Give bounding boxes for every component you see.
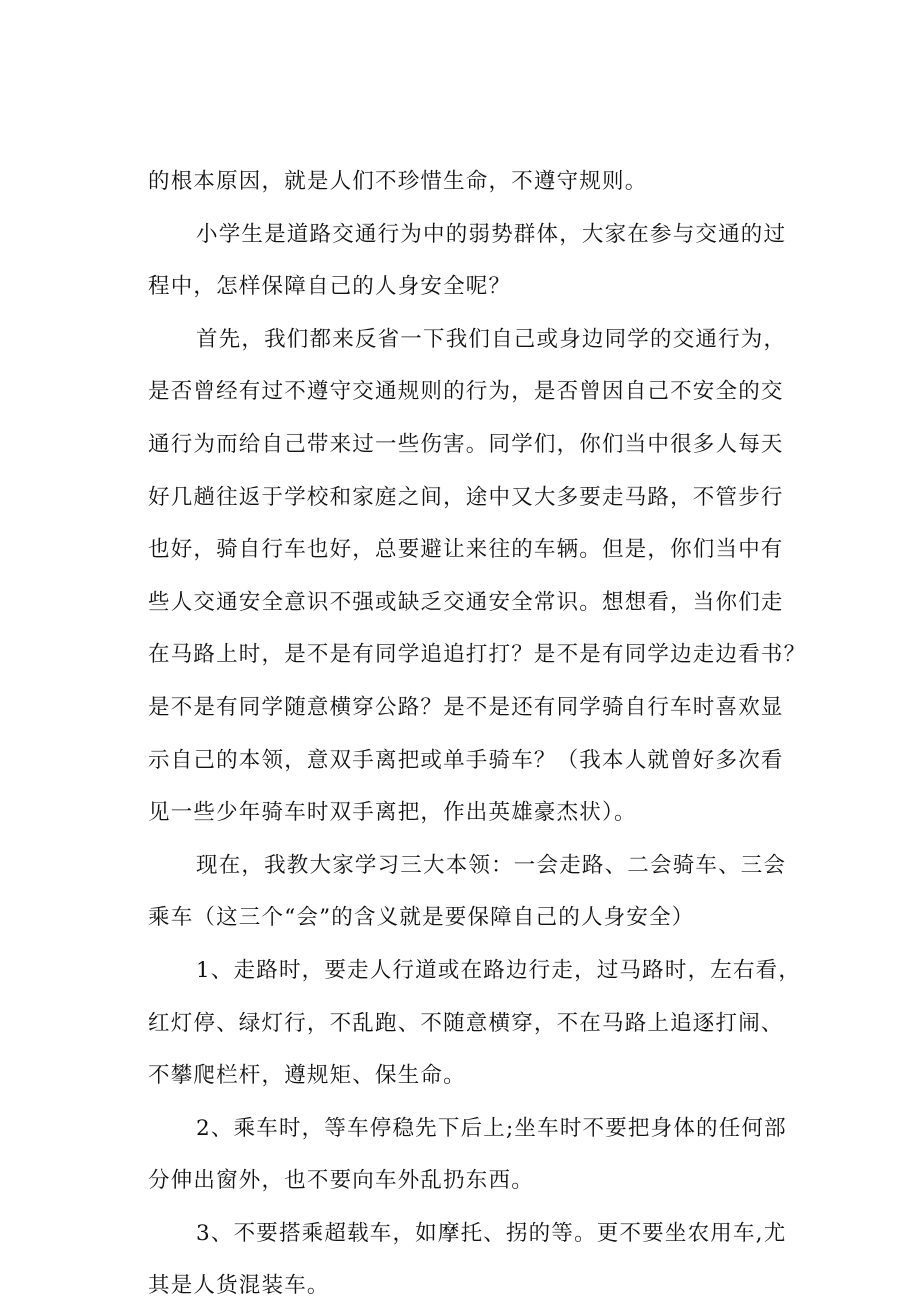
document-body bbox=[148, 156, 807, 1313]
text-line: 见一些少年骑车时双手离把，作出英雄豪杰状）。 bbox=[148, 800, 637, 826]
text-line: 些人交通安全意识不强或缺乏交通安全常识。想想看，当你们走 bbox=[148, 589, 784, 615]
text-line: 好几趟往返于学校和家庭之间，途中又大多要走马路，不管步行 bbox=[148, 484, 784, 510]
text-line: 不攀爬栏杆，遵规矩、保生命。 bbox=[148, 1063, 466, 1089]
text-line: 是否曾经有过不遵守交通规则的行为，是否曾因自己不安全的交 bbox=[148, 379, 784, 405]
text-line: 红灯停、绿灯行，不乱跑、不随意横穿，不在马路上追逐打闹、 bbox=[148, 1010, 784, 1036]
text-line: 示自己的本领，意双手离把或单手骑车？（我本人就曾好多次看 bbox=[148, 747, 784, 773]
text-line: 程中，怎样保障自己的人身安全呢？ bbox=[148, 274, 512, 300]
paragraph-start-line: 2、乘车时，等车停稳先下后上;坐车时不要把身体的任何部 bbox=[196, 1115, 787, 1141]
text-line: 也好，骑自行车也好，总要避让来往的车辆。但是，你们当中有 bbox=[148, 537, 784, 563]
text-line: 其是人货混装车。 bbox=[148, 1273, 330, 1299]
paragraph-start-line: 现在，我教大家学习三大本领：一会走路、二会骑车、三会 bbox=[196, 852, 787, 878]
text-line: 乘车（这三个“会”的含义就是要保障自己的人身安全） bbox=[148, 905, 695, 931]
text-line: 通行为而给自己带来过一些伤害。同学们，你们当中很多人每天 bbox=[148, 431, 784, 457]
text-line: 的根本原因，就是人们不珍惜生命，不遵守规则。 bbox=[148, 169, 648, 194]
text-line: 是不是有同学随意横穿公路？是不是还有同学骑自行车时喜欢显 bbox=[148, 694, 784, 720]
text-line: 分伸出窗外，也不要向车外乱扔东西。 bbox=[148, 1168, 534, 1194]
text-line: 在马路上时，是不是有同学追追打打？是不是有同学边走边看书？ bbox=[148, 642, 807, 668]
paragraph-start-line: 3、不要搭乘超载车，如摩托、拐的等。更不要坐农用车,尤 bbox=[196, 1220, 787, 1246]
paragraph-start-line: 首先，我们都来反省一下我们自己或身边同学的交通行为， bbox=[196, 326, 787, 352]
paragraph-start-line: 小学生是道路交通行为中的弱势群体，大家在参与交通的过 bbox=[196, 221, 787, 247]
paragraph-start-line: 1、走路时，要走人行道或在路边行走，过马路时，左右看， bbox=[196, 957, 802, 983]
